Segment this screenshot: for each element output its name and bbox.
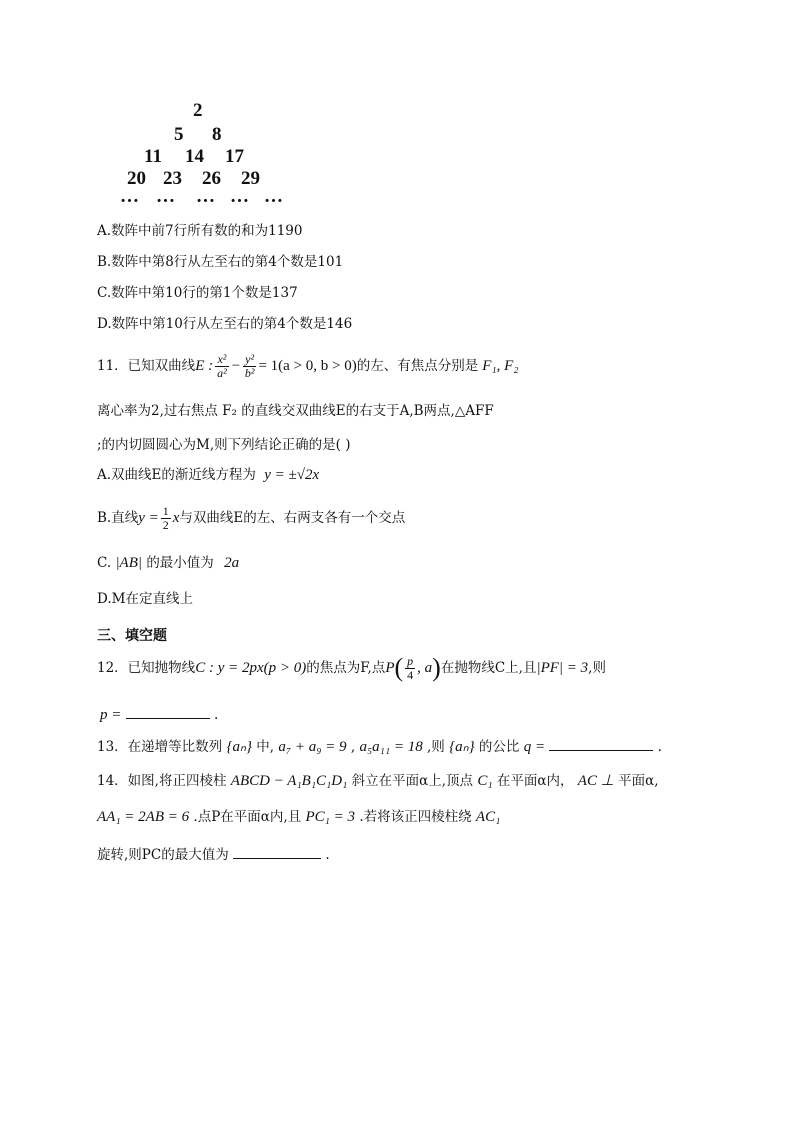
triangle-r4-c3: 26 [202, 168, 221, 189]
q12-cond: |PF| = 3 [536, 660, 589, 676]
q14-pc1: PC₁ = 3 [305, 809, 356, 825]
triangle-r2-c2: 8 [212, 124, 222, 145]
q11-option-a [97, 466, 319, 484]
q11-frac-y [243, 353, 257, 380]
q14-line1-end: 平面α, [618, 773, 659, 789]
q11-option-b-y: y = [138, 510, 159, 526]
q14-line3-prefix: 旋转,则PC的最大值为 [97, 847, 229, 863]
q10-option-d: D.数阵中第10行从左至右的第4个数是146 [97, 316, 353, 332]
q13-cond1: a₇ + a₉ = 9 [278, 739, 347, 755]
triangle-r1-c1: 2 [193, 100, 203, 121]
q11-curve-name: E : [195, 358, 214, 374]
q12-answer-var: p = [100, 707, 122, 723]
triangle-r4-c4: 29 [241, 168, 260, 189]
q14-ac-perp: AC ⊥ [577, 773, 614, 789]
q11-frac-y-num: y² [243, 353, 257, 367]
q14-prism: ABCD − A₁B₁C₁D₁ [230, 773, 348, 789]
q11-option-b-den: 2 [162, 517, 169, 532]
q11-stem-line3: ;的内切圆圆心为M,则下列结论正确的是( ) [97, 437, 351, 453]
q14-answer-blank[interactable] [233, 844, 321, 859]
q12-frac-num: p [407, 653, 414, 668]
q12-right-paren: ) [432, 653, 441, 682]
q12-point-frac [405, 655, 415, 682]
q12-prefix: 12．已知抛物线 [97, 660, 196, 676]
triangle-r4-c2: 23 [163, 168, 182, 189]
q12-stem-line1 [97, 650, 606, 686]
triangle-r5-c5: … [264, 186, 283, 207]
q13-seq2: {aₙ} [449, 739, 475, 755]
q11-option-b-text: 与双曲线E的左、右两支各有一个交点 [179, 510, 406, 526]
q12-end: ,则 [588, 660, 606, 676]
q14-stem-line1 [97, 772, 659, 790]
q14-line2-mid: .点P在平面α内,且 [193, 809, 302, 825]
q13-mid3: ,则 [427, 739, 445, 755]
q11-eq-tail: = 1(a > 0, b > 0) [258, 358, 357, 374]
q11-stem-line1 [97, 346, 519, 386]
q14-line3-end: . [325, 847, 330, 863]
q14-stem-line3 [97, 844, 330, 864]
q11-frac-x-den: a² [217, 365, 227, 380]
q14-line1-prefix: 14．如图,将正四棱柱 [97, 773, 227, 789]
q11-option-b-frac [161, 505, 171, 532]
q11-stem-line2: 离心率为2,过右焦点 F₂ 的直线交双曲线E的右支于A,B两点,△AFF [97, 403, 494, 419]
q13-mid2: , [350, 739, 356, 755]
q11-option-d: D.M在定直线上 [97, 591, 193, 607]
q12-answer-line [100, 704, 218, 724]
q12-point-tail: , a [417, 660, 433, 676]
q11-option-c [97, 554, 239, 572]
q13-stem [97, 736, 662, 756]
q11-option-b-prefix: B.直线 [97, 510, 139, 526]
q14-c1: C₁ [477, 773, 493, 789]
q12-left-paren: ( [394, 653, 404, 682]
q10-option-b: B.数阵中第8行从左至右的第4个数是101 [97, 254, 344, 270]
q13-prefix: 13．在递增等比数列 [97, 739, 223, 755]
q12-frac-den: 4 [407, 667, 414, 682]
triangle-r3-c2: 14 [185, 146, 204, 167]
triangle-r3-c3: 17 [225, 146, 244, 167]
section-title-fill-blank: 三、填空题 [97, 628, 167, 644]
q13-seq: {aₙ} [226, 739, 252, 755]
q14-aa1: AA₁ = 2AB = 6 [97, 809, 190, 825]
q12-answer-blank[interactable] [126, 704, 210, 719]
q11-option-c-val: 2a [224, 555, 240, 571]
triangle-r5-c2: … [156, 186, 175, 207]
q11-frac-x [215, 353, 229, 380]
q11-minus: − [230, 358, 241, 374]
triangle-r5-c3: … [196, 186, 215, 207]
q12-curve: C : y = 2px(p > 0) [195, 660, 307, 676]
q11-option-b-num: 1 [162, 503, 169, 518]
q11-option-c-math: |AB| [115, 555, 143, 571]
q11-option-b [97, 500, 405, 536]
q13-cond2: a₅a₁₁ = 18 [359, 739, 423, 755]
q12-mid: 的焦点为F,点 [306, 660, 386, 676]
q13-q: q = [523, 739, 546, 755]
q12-after: 在抛物线C上,且 [440, 660, 537, 676]
triangle-r5-c4: … [230, 186, 249, 207]
triangle-r4-c1: 20 [127, 168, 146, 189]
q11-option-b-x: x [172, 510, 180, 526]
q12-answer-end: . [213, 707, 219, 723]
q11-option-a-math: y = ±√2x [264, 467, 320, 483]
triangle-r2-c1: 5 [174, 124, 184, 145]
triangle-r3-c1: 11 [144, 146, 162, 167]
q14-stem-line2 [97, 808, 500, 826]
q14-line2-mid2: .若将该正四棱柱绕 [359, 809, 472, 825]
q11-prefix: 11．已知双曲线 [97, 358, 196, 374]
q11-option-c-text: 的最小值为 [146, 555, 214, 571]
q11-after: 的左、有焦点分别是 [356, 358, 479, 374]
q12-point-label: P [385, 660, 395, 676]
q14-ac1: AC₁ [475, 809, 501, 825]
q11-option-c-prefix: C. [97, 555, 112, 571]
triangle-r5-c1: … [120, 186, 139, 207]
q10-option-c: C.数阵中第10行的第1个数是137 [97, 285, 298, 301]
q13-mid1: 中, [256, 739, 275, 755]
q14-line1-mid: 斜立在平面α上,顶点 [351, 773, 474, 789]
q13-end: . [657, 739, 662, 755]
q11-foci: F₁, F₂ [482, 358, 519, 374]
q11-frac-x-num: x² [215, 353, 229, 367]
q10-option-a: A.数阵中前7行所有数的和为1190 [97, 223, 303, 239]
q13-answer-blank[interactable] [549, 736, 653, 751]
q11-frac-y-den: b² [244, 365, 255, 380]
q14-line1-mid2: 在平面α内， [496, 773, 574, 789]
q13-mid4: 的公比 [478, 739, 520, 755]
q11-option-a-text: A.双曲线E的渐近线方程为 [97, 467, 256, 483]
